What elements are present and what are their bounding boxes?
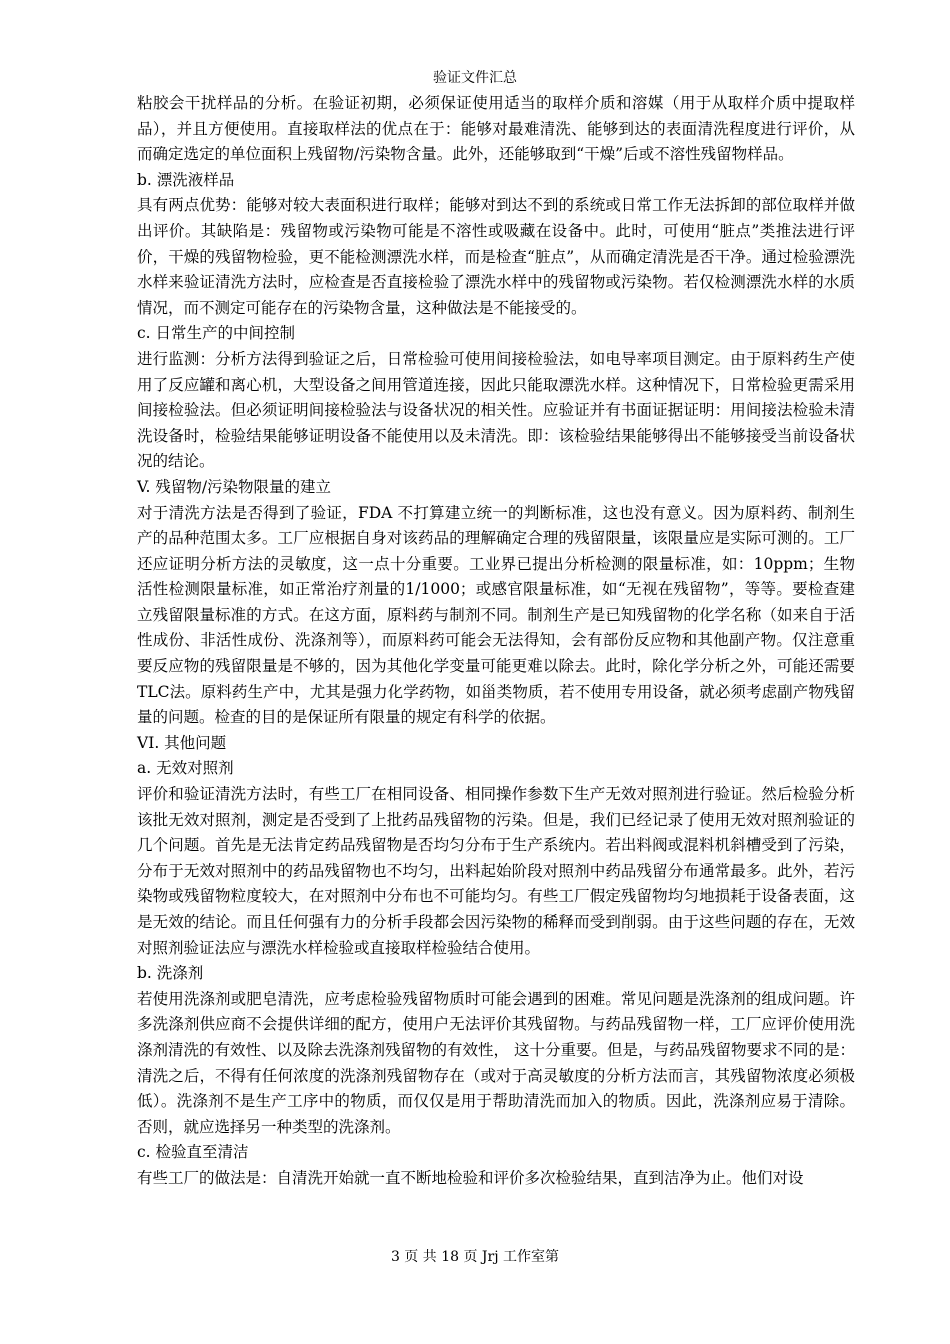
paragraph: 具有两点优势：能够对较大表面积进行取样；能够对到达不到的系统或日常工作无法拆卸的部位取样并做出评价。其缺陷是：残留物或污染物可能是不溶性或吸藏在设备中。此时，可使用“脏点”类推法进行评价，干燥的残留物检验，更不能检测漂洗水样，而是检查“脏点”，从而确定清洗是否干净。通过检验漂洗水样来验证清洗方法时，应检查是否直接检验了漂洗水样中的残留物或污染物。若仅检测漂洗水样的水质情况，而不测定可能存在的污染物含量，这种做法是不能接受的。 xyxy=(137,196,855,317)
section-heading: V. 残留物/污染物限量的建立 xyxy=(137,477,332,496)
paragraph: 若使用洗涤剂或肥皂清洗，应考虑检验残留物质时可能会遇到的困难。常见问题是洗涤剂的组成问题。许多洗涤剂供应商不会提供详细的配方，使用户无法评价其残留物。与药品残留物一样，工厂应评价使用洗涤剂清洗的有效性、以及除去洗涤剂残留物的有效性， 这十分重要。但是，与药品残留物要求不同的是：清洗之后，不得有任何浓度的洗涤剂残留物存在（或对于高灵敏度的分析方法而言，其残留物浓度必须极低）。洗涤剂不是生产工序中的物质，而仅仅是用于帮助清洗而加入的物质。因此，洗涤剂应易于清除。否则，就应选择另一种类型的洗涤剂。 xyxy=(137,989,855,1136)
section-heading: c. 日常生产的中间控制 xyxy=(137,324,296,343)
section-heading: b. 漂洗液样品 xyxy=(137,170,235,189)
subsection-heading: b. 洗涤剂 xyxy=(137,964,204,983)
paragraph: 评价和验证清洗方法时，有些工厂在相同设备、相同操作参数下生产无效对照剂进行验证。然后检验分析该批无效对照剂，测定是否受到了上批药品残留物的污染。但是，我们已经记录了使用无效对照剂验证的几个问题。首先是无法肯定药品残留物是否均匀分布于生产系统内。若出料阀或混料机斜槽受到了污染，分布于无效对照剂中的药品残留物也不均匀，出料起始阶段对照剂中药品残留分布通常最多。此外，若污染物或残留物粒度较大，在对照剂中分布也不可能均匀。有些工厂假定残留物均匀地损耗于设备表面，这是无效的结论。而且任何强有力的分析手段都会因污染物的稀释而受到削弱。由于这些问题的存在，无效对照剂验证法应与漂洗水样检验或直接取样检验结合使用。 xyxy=(137,785,855,957)
page-header: 验证文件汇总 xyxy=(433,70,517,86)
page-footer: 3 页 共 18 页 Jrj 工作室第 xyxy=(390,1249,560,1265)
document-body xyxy=(137,91,855,1192)
section-heading: VI. 其他问题 xyxy=(137,733,227,752)
paragraph: 粘胶会干扰样品的分析。在验证初期，必须保证使用适当的取样介质和溶媒（用于从取样介质中提取样品），并且方便使用。直接取样法的优点在于：能够对最难清洗、能够到达的表面清洗程度进行评价，从而确定选定的单位面积上残留物/污染物含量。此外，还能够取到“干燥”后或不溶性残留物样品。 xyxy=(137,94,855,164)
paragraph: 对于清洗方法是否得到了验证，FDA 不打算建立统一的判断标准，这也没有意义。因为原料药、制剂生产的品种范围太多。工厂应根据自身对该药品的理解确定合理的残留限量，该限量应是实际可测的。工厂还应证明分析方法的灵敏度，这一点十分重要。工业界已提出分析检测的限量标准，如：10ppm；生物活性检测限量标准，如正常治疗剂量的1/1000；或感官限量标准，如“无视在残留物”，等等。要检查建立残留限量标准的方式。在这方面，原料药与制剂不同。制剂生产是已知残留物的化学名称（如来自于活性成份、非活性成份、洗涤剂等），而原料药可能会无法得知，会有部份反应物和其他副产物。仅注意重要反应物的残留限量是不够的，因为其他化学变量可能更难以除去。此时，除化学分析之外，可能还需要TLC法。原料药生产中，尤其是强力化学药物，如甾类物质，若不使用专用设备，就必须考虑副产物残留量的问题。检查的目的是保证所有限量的规定有科学的依据。 xyxy=(137,503,855,727)
paragraph: 进行监测：分析方法得到验证之后，日常检验可使用间接检验法，如电导率项目测定。由于原料药生产使用了反应罐和离心机，大型设备之间用管道连接，因此只能取漂洗水样。这种情况下，日常检验更需采用间接检验法。但必须证明间接检验法与设备状况的相关性。应验证并有书面证据证明：用间接法检验未清洗设备时，检验结果能够证明设备不能使用以及未清洗。即：该检验结果能够得出不能够接受当前设备状况的结论。 xyxy=(137,349,855,471)
paragraph: 有些工厂的做法是：自清洗开始就一直不断地检验和评价多次检验结果，直到洁净为止。他们对设 xyxy=(137,1168,804,1187)
subsection-heading: a. 无效对照剂 xyxy=(137,759,234,778)
subsection-heading: c. 检验直至清洁 xyxy=(137,1143,249,1162)
